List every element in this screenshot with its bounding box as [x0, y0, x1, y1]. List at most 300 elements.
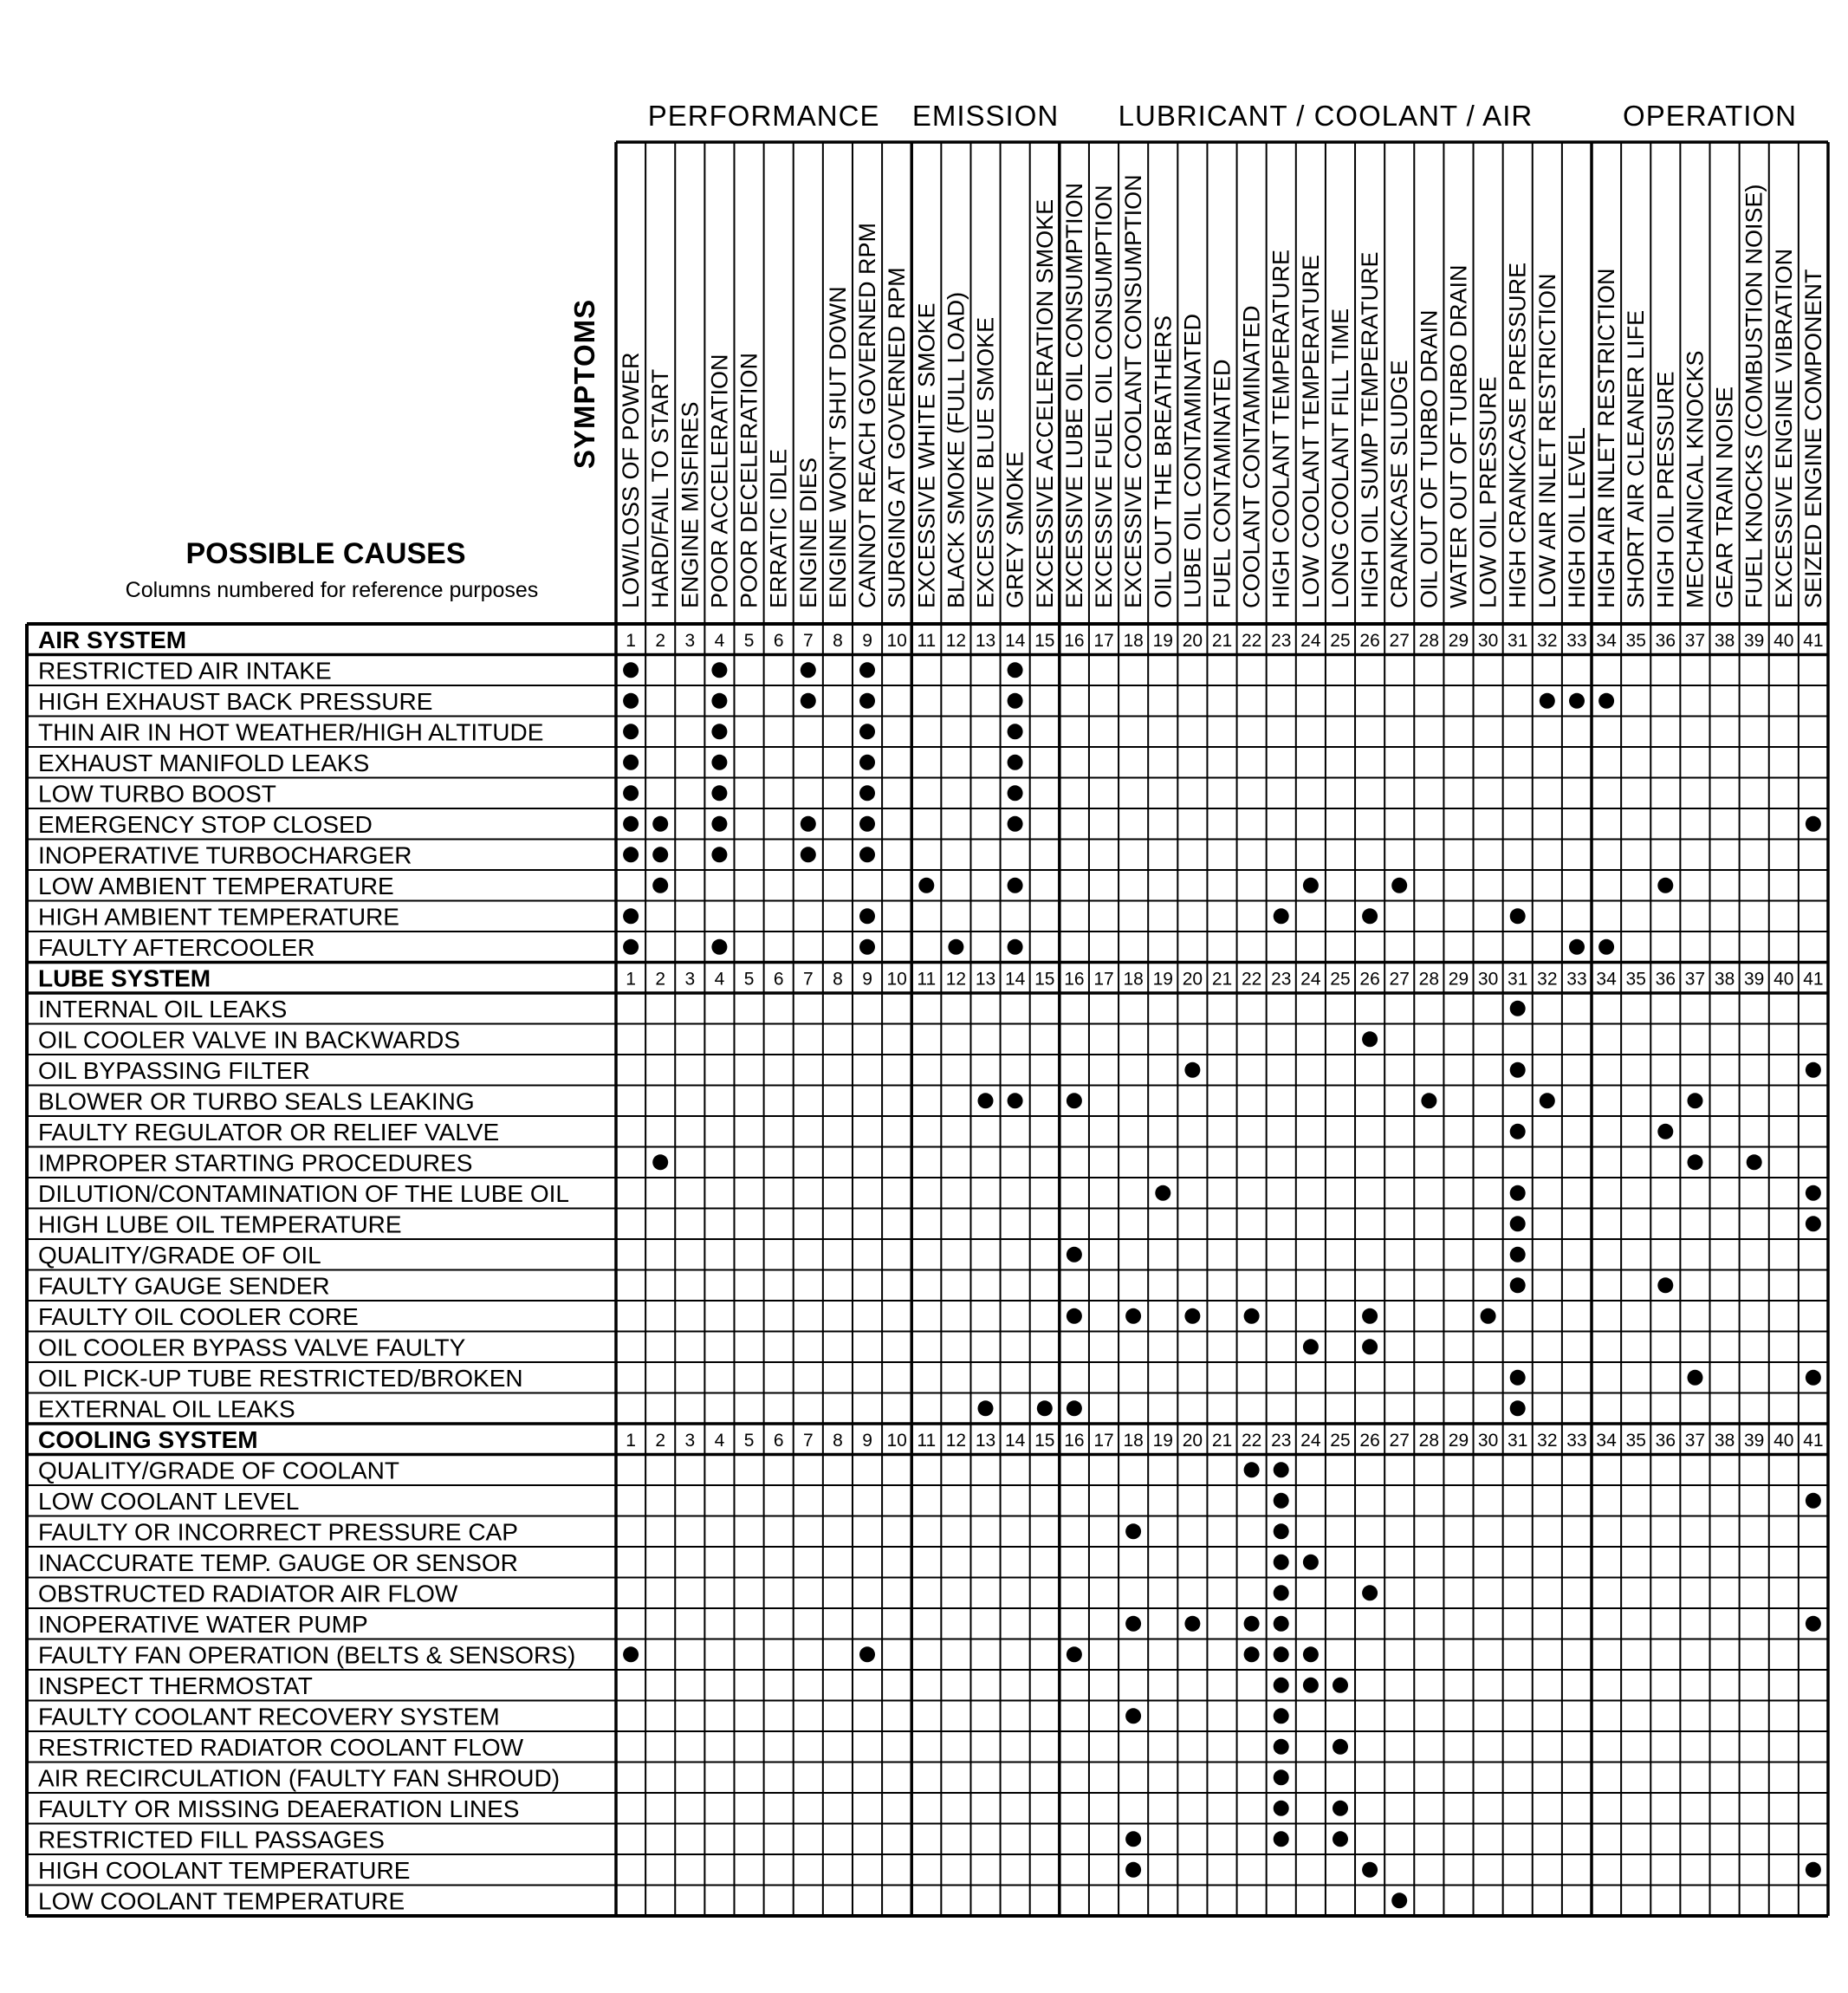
symptom-label: SEIZED ENGINE COMPONENT	[1799, 269, 1826, 608]
column-number: 38	[1714, 630, 1735, 651]
symptom-dot	[1244, 1308, 1260, 1324]
symptom-label: ERRATIC IDLE	[765, 448, 792, 608]
symptom-dot	[1688, 1370, 1703, 1386]
column-number: 8	[833, 969, 843, 990]
page-subtitle: Columns numbered for reference purposes	[125, 578, 539, 602]
symptom-dot	[1333, 1831, 1348, 1847]
cause-label: HIGH LUBE OIL TEMPERATURE	[38, 1211, 402, 1238]
cause-label: INOPERATIVE TURBOCHARGER	[38, 841, 412, 869]
column-number: 11	[917, 630, 937, 651]
column-number: 2	[655, 1430, 666, 1451]
cause-label: RESTRICTED AIR INTAKE	[38, 657, 332, 685]
symptom-dot	[1303, 1646, 1319, 1662]
symptom-dot	[652, 878, 668, 893]
symptom-label: EXCESSIVE COOLANT CONSUMPTION	[1120, 174, 1147, 608]
symptom-dot	[1569, 693, 1585, 709]
column-number: 36	[1655, 630, 1676, 651]
column-number: 17	[1093, 1430, 1114, 1451]
cause-label: LOW TURBO BOOST	[38, 780, 276, 808]
column-number: 35	[1625, 969, 1646, 990]
symptom-dot	[1510, 1400, 1526, 1416]
column-number: 18	[1123, 1430, 1144, 1451]
column-number: 36	[1655, 1430, 1676, 1451]
symptom-dot	[859, 755, 875, 770]
column-number: 6	[773, 969, 784, 990]
cause-label: OIL COOLER BYPASS VALVE FAULTY	[38, 1334, 466, 1361]
column-number: 10	[886, 969, 907, 990]
column-number: 10	[886, 630, 907, 651]
column-number: 2	[655, 630, 666, 651]
symptom-dot	[1569, 939, 1585, 955]
symptom-dot	[859, 785, 875, 801]
cause-label: THIN AIR IN HOT WEATHER/HIGH ALTITUDE	[38, 718, 544, 746]
symptom-dot	[1806, 1216, 1821, 1231]
symptom-dot	[1274, 1801, 1289, 1816]
column-number: 20	[1182, 1430, 1203, 1451]
cause-label: BLOWER OR TURBO SEALS LEAKING	[38, 1087, 475, 1115]
cause-label: IMPROPER STARTING PROCEDURES	[38, 1149, 473, 1177]
cause-label: FAULTY GAUGE SENDER	[38, 1272, 330, 1300]
symptom-dot	[1362, 908, 1378, 924]
cause-label: EMERGENCY STOP CLOSED	[38, 810, 373, 838]
symptom-label: GEAR TRAIN NOISE	[1711, 386, 1738, 608]
symptom-dot	[801, 662, 816, 678]
cause-label: DILUTION/CONTAMINATION OF THE LUBE OIL	[38, 1179, 569, 1207]
symptom-dot	[623, 662, 639, 678]
column-number: 17	[1093, 630, 1114, 651]
column-number: 7	[802, 969, 814, 990]
symptom-label: COOLANT CONTAMINATED	[1238, 305, 1265, 608]
symptom-label: EXCESSIVE WHITE SMOKE	[913, 302, 940, 608]
column-number: 25	[1330, 1430, 1351, 1451]
symptom-label: EXCESSIVE ENGINE VIBRATION	[1770, 248, 1797, 608]
symptom-dot	[1510, 1124, 1526, 1139]
column-number: 23	[1271, 1430, 1292, 1451]
column-number: 27	[1389, 1430, 1410, 1451]
symptom-dot	[623, 847, 639, 862]
symptom-dot	[1125, 1308, 1141, 1324]
symptom-label: MECHANICAL KNOCKS	[1682, 350, 1709, 608]
symptom-dot	[1274, 1769, 1289, 1785]
symptom-dot	[1688, 1093, 1703, 1108]
symptom-dot	[1806, 1370, 1821, 1386]
column-number: 37	[1684, 969, 1706, 990]
symptom-dot	[1806, 1493, 1821, 1509]
symptom-dot	[1333, 1739, 1348, 1755]
symptom-dot	[1037, 1400, 1053, 1416]
symptom-dot	[623, 1646, 639, 1662]
column-number: 41	[1803, 969, 1824, 990]
symptom-dot	[1274, 908, 1289, 924]
column-number: 39	[1744, 969, 1765, 990]
symptom-dot	[1067, 1400, 1082, 1416]
column-number: 13	[975, 1430, 996, 1451]
cause-label: INSPECT THERMOSTAT	[38, 1672, 313, 1699]
column-number: 5	[743, 969, 755, 990]
cause-label: RESTRICTED FILL PASSAGES	[38, 1826, 385, 1853]
column-number: 17	[1093, 969, 1114, 990]
symptom-dot	[1184, 1062, 1200, 1078]
symptom-dot	[1688, 1154, 1703, 1170]
symptom-label: BLACK SMOKE (FULL LOAD)	[943, 291, 969, 608]
column-number: 15	[1034, 1430, 1055, 1451]
symptom-label: EXCESSIVE BLUE SMOKE	[972, 316, 999, 608]
symptom-dot	[1008, 755, 1023, 770]
symptom-dot	[801, 847, 816, 862]
symptom-dot	[978, 1400, 994, 1416]
symptom-dot	[1244, 1616, 1260, 1632]
column-number: 41	[1803, 630, 1824, 651]
symptom-dot	[859, 816, 875, 832]
column-number: 26	[1359, 1430, 1380, 1451]
column-number: 9	[862, 1430, 872, 1451]
column-number: 6	[773, 1430, 784, 1451]
symptom-dot	[918, 878, 934, 893]
symptom-dot	[1747, 1154, 1762, 1170]
column-number: 39	[1744, 1430, 1765, 1451]
symptom-label: POOR DECELERATION	[736, 352, 762, 608]
column-number: 29	[1448, 1430, 1469, 1451]
column-number: 40	[1773, 630, 1794, 651]
column-number: 29	[1448, 630, 1469, 651]
column-number: 29	[1448, 969, 1469, 990]
symptom-dot	[1303, 1678, 1319, 1693]
symptom-dot	[1510, 1001, 1526, 1016]
cause-label: LOW COOLANT TEMPERATURE	[38, 1887, 405, 1915]
column-number: 8	[833, 630, 843, 651]
column-number: 10	[886, 1430, 907, 1451]
symptom-dot	[623, 816, 639, 832]
column-number: 13	[975, 969, 996, 990]
column-number: 3	[684, 1430, 696, 1451]
column-number: 12	[945, 1430, 967, 1451]
column-number: 30	[1477, 1430, 1499, 1451]
symptom-label: HIGH AIR INLET RESTRICTION	[1593, 268, 1620, 608]
symptom-dot	[1657, 878, 1673, 893]
column-number: 18	[1123, 630, 1144, 651]
symptom-dot	[1125, 1616, 1141, 1632]
symptom-dot	[1540, 1093, 1555, 1108]
column-number: 41	[1803, 1430, 1824, 1451]
symptom-dot	[1303, 878, 1319, 893]
section-title: LUBE SYSTEM	[38, 964, 211, 992]
column-number: 40	[1773, 969, 1794, 990]
symptom-dot	[859, 693, 875, 709]
symptom-dot	[859, 662, 875, 678]
column-number: 18	[1123, 969, 1144, 990]
column-number: 5	[743, 630, 755, 651]
symptom-dot	[1067, 1308, 1082, 1324]
column-number: 26	[1359, 969, 1380, 990]
column-number: 7	[802, 630, 814, 651]
column-number: 1	[626, 630, 636, 651]
column-number: 21	[1211, 969, 1233, 990]
symptom-dot	[1362, 1585, 1378, 1600]
cause-label: FAULTY OIL COOLER CORE	[38, 1302, 359, 1330]
symptom-label: OIL OUT THE BREATHERS	[1150, 315, 1177, 608]
column-number: 34	[1596, 969, 1617, 990]
column-number: 12	[945, 969, 967, 990]
symptom-label: EXCESSIVE ACCELERATION SMOKE	[1031, 198, 1058, 608]
symptom-dot	[1510, 1216, 1526, 1231]
column-number: 2	[655, 969, 666, 990]
symptom-dot	[859, 847, 875, 862]
symptom-label: EXCESSIVE FUEL OIL CONSUMPTION	[1091, 185, 1117, 608]
symptom-dot	[1125, 1831, 1141, 1847]
cause-label: LOW COOLANT LEVEL	[38, 1487, 300, 1515]
column-number: 1	[626, 1430, 636, 1451]
symptom-dot	[711, 693, 727, 709]
group-label: PERFORMANCE	[647, 100, 880, 132]
symptom-dot	[1274, 1616, 1289, 1632]
column-number: 37	[1684, 630, 1706, 651]
cause-label: LOW AMBIENT TEMPERATURE	[38, 872, 394, 899]
symptom-dot	[1155, 1185, 1170, 1201]
column-number: 19	[1152, 969, 1173, 990]
symptom-dot	[1421, 1093, 1436, 1108]
column-number: 26	[1359, 630, 1380, 651]
column-number: 15	[1034, 969, 1055, 990]
cause-label: EXHAUST MANIFOLD LEAKS	[38, 749, 370, 776]
cause-label: QUALITY/GRADE OF OIL	[38, 1241, 321, 1269]
symptom-dot	[859, 1646, 875, 1662]
column-number: 28	[1418, 1430, 1440, 1451]
symptom-dot	[1008, 939, 1023, 955]
column-number: 31	[1508, 630, 1528, 651]
symptom-dot	[1362, 1339, 1378, 1354]
symptom-dot	[859, 939, 875, 955]
cause-label: FAULTY OR MISSING DEAERATION LINES	[38, 1795, 520, 1822]
symptom-dot	[1067, 1093, 1082, 1108]
column-number: 22	[1241, 630, 1262, 651]
symptom-label: WATER OUT OF TURBO DRAIN	[1445, 264, 1472, 608]
column-number: 40	[1773, 1430, 1794, 1451]
symptom-label: ENGINE WON'T SHUT DOWN	[824, 286, 851, 608]
column-number: 33	[1566, 1430, 1587, 1451]
column-number: 3	[684, 630, 696, 651]
symptom-dot	[652, 1154, 668, 1170]
symptom-dot	[1008, 1093, 1023, 1108]
column-number: 35	[1625, 1430, 1646, 1451]
column-number: 27	[1389, 969, 1410, 990]
column-number: 25	[1330, 630, 1351, 651]
symptom-dot	[1510, 1370, 1526, 1386]
symptom-dot	[1274, 1493, 1289, 1509]
column-number: 37	[1684, 1430, 1706, 1451]
symptom-dot	[1391, 878, 1407, 893]
symptom-dot	[623, 755, 639, 770]
symptom-dot	[1008, 724, 1023, 739]
symptom-dot	[711, 816, 727, 832]
symptom-dot	[1362, 1862, 1378, 1878]
symptom-dot	[623, 939, 639, 955]
cause-label: OIL BYPASSING FILTER	[38, 1056, 310, 1084]
column-number: 31	[1508, 1430, 1528, 1451]
column-number: 20	[1182, 630, 1203, 651]
column-number: 12	[945, 630, 967, 651]
column-number: 4	[714, 969, 725, 990]
cause-label: FAULTY AFTERCOOLER	[38, 933, 315, 961]
column-number: 14	[1004, 1430, 1026, 1451]
symptom-dot	[1274, 1585, 1289, 1600]
cause-label: OIL COOLER VALVE IN BACKWARDS	[38, 1026, 461, 1054]
column-number: 36	[1655, 969, 1676, 990]
symptom-dot	[1510, 1185, 1526, 1201]
symptom-dot	[1008, 693, 1023, 709]
column-number: 3	[684, 969, 696, 990]
symptom-label: CANNOT REACH GOVERNED RPM	[854, 222, 880, 608]
symptom-dot	[978, 1093, 994, 1108]
cause-label: OBSTRUCTED RADIATOR AIR FLOW	[38, 1580, 458, 1607]
column-number: 22	[1241, 969, 1262, 990]
cause-label: FAULTY OR INCORRECT PRESSURE CAP	[38, 1518, 518, 1546]
symptom-dot	[1067, 1646, 1082, 1662]
column-number: 32	[1537, 630, 1558, 651]
cause-label: AIR RECIRCULATION (FAULTY FAN SHROUD)	[38, 1764, 561, 1792]
symptom-dot	[711, 662, 727, 678]
symptom-dot	[1333, 1678, 1348, 1693]
column-number: 16	[1064, 630, 1085, 651]
symptom-label: CRANKCASE SLUDGE	[1386, 360, 1413, 608]
column-number: 24	[1300, 1430, 1321, 1451]
symptom-dot	[1303, 1555, 1319, 1570]
symptoms-label: SYMPTOMS	[568, 298, 600, 470]
column-number: 19	[1152, 1430, 1173, 1451]
symptom-dot	[1303, 1339, 1319, 1354]
column-number: 32	[1537, 1430, 1558, 1451]
column-number: 20	[1182, 969, 1203, 990]
column-number: 4	[714, 1430, 725, 1451]
symptom-label: HIGH OIL PRESSURE	[1652, 371, 1679, 608]
column-number: 39	[1744, 630, 1765, 651]
column-number: 21	[1211, 630, 1233, 651]
column-number: 35	[1625, 630, 1646, 651]
symptom-label: SHORT AIR CLEANER LIFE	[1623, 309, 1650, 608]
symptom-dot	[1657, 1124, 1673, 1139]
column-number: 38	[1714, 1430, 1735, 1451]
symptom-dot	[1125, 1523, 1141, 1539]
group-label: LUBRICANT / COOLANT / AIR	[1118, 100, 1534, 132]
column-number: 34	[1596, 1430, 1617, 1451]
column-number: 33	[1566, 969, 1587, 990]
symptom-dot	[1008, 785, 1023, 801]
column-number: 24	[1300, 630, 1321, 651]
column-number: 7	[802, 1430, 814, 1451]
column-number: 1	[626, 969, 636, 990]
column-number: 23	[1271, 969, 1292, 990]
column-number: 15	[1034, 630, 1055, 651]
column-number: 19	[1152, 630, 1173, 651]
symptom-dot	[1067, 1247, 1082, 1263]
group-label: EMISSION	[911, 100, 1060, 132]
symptom-label: LUBE OIL CONTAMINATED	[1179, 313, 1206, 608]
cause-label: HIGH EXHAUST BACK PRESSURE	[38, 687, 433, 715]
symptom-dot	[1510, 1247, 1526, 1263]
symptom-dot	[1184, 1308, 1200, 1324]
column-number: 31	[1508, 969, 1528, 990]
symptom-dot	[1806, 1185, 1821, 1201]
symptom-dot	[652, 847, 668, 862]
cause-label: INACCURATE TEMP. GAUGE OR SENSOR	[38, 1548, 518, 1576]
symptom-dot	[1362, 1308, 1378, 1324]
symptom-dot	[859, 724, 875, 739]
symptom-dot	[1008, 878, 1023, 893]
symptom-label: HARD/FAIL TO START	[647, 368, 674, 608]
symptom-dot	[623, 693, 639, 709]
symptom-dot	[623, 724, 639, 739]
symptom-dot	[1510, 1277, 1526, 1293]
symptom-label: LOW/LOSS OF POWER	[618, 352, 645, 608]
column-number: 11	[917, 969, 937, 990]
column-number: 9	[862, 630, 872, 651]
symptom-dot	[1333, 1801, 1348, 1816]
column-number: 38	[1714, 969, 1735, 990]
symptom-label: EXCESSIVE LUBE OIL CONSUMPTION	[1060, 182, 1087, 608]
column-number: 14	[1004, 630, 1026, 651]
symptom-dot	[1598, 939, 1614, 955]
column-number: 32	[1537, 969, 1558, 990]
symptom-dot	[1806, 1862, 1821, 1878]
symptom-dot	[1244, 1462, 1260, 1477]
column-number: 16	[1064, 1430, 1085, 1451]
symptom-dot	[711, 724, 727, 739]
symptom-dot	[623, 785, 639, 801]
symptom-label: ENGINE DIES	[794, 457, 821, 608]
column-number: 5	[743, 1430, 755, 1451]
cause-label: INOPERATIVE WATER PUMP	[38, 1610, 368, 1638]
column-number: 24	[1300, 969, 1321, 990]
symptom-label: SURGING AT GOVERNED RPM	[884, 267, 911, 608]
symptom-dot	[1274, 1739, 1289, 1755]
symptom-dot	[801, 816, 816, 832]
cause-label: EXTERNAL OIL LEAKS	[38, 1395, 295, 1423]
symptom-dot	[1274, 1555, 1289, 1570]
column-number: 8	[833, 1430, 843, 1451]
symptom-dot	[711, 755, 727, 770]
section-title: COOLING SYSTEM	[38, 1425, 258, 1453]
symptom-label: ENGINE MISFIRES	[677, 401, 704, 608]
symptom-dot	[1274, 1523, 1289, 1539]
symptom-label: HIGH OIL SUMP TEMPERATURE	[1357, 251, 1384, 608]
symptom-dot	[1008, 662, 1023, 678]
column-number: 13	[975, 630, 996, 651]
column-number: 28	[1418, 969, 1440, 990]
column-number: 25	[1330, 969, 1351, 990]
column-number: 11	[917, 1430, 937, 1451]
symptom-dot	[1184, 1616, 1200, 1632]
symptom-dot	[711, 847, 727, 862]
symptom-dot	[1510, 908, 1526, 924]
symptom-label: GREY SMOKE	[1002, 451, 1028, 608]
symptom-dot	[1510, 1062, 1526, 1078]
symptom-label: FUEL KNOCKS (COMBUSTION NOISE)	[1741, 184, 1767, 608]
symptom-dot	[1274, 1831, 1289, 1847]
symptom-label: HIGH OIL LEVEL	[1564, 426, 1590, 608]
symptom-dot	[1481, 1308, 1496, 1324]
symptom-dot	[801, 693, 816, 709]
column-number: 16	[1064, 969, 1085, 990]
symptom-dot	[859, 908, 875, 924]
column-number: 14	[1004, 969, 1026, 990]
column-number: 27	[1389, 630, 1410, 651]
symptom-dot	[652, 816, 668, 832]
symptom-dot	[1244, 1646, 1260, 1662]
symptom-dot	[1806, 816, 1821, 832]
symptom-dot	[623, 908, 639, 924]
cause-label: FAULTY COOLANT RECOVERY SYSTEM	[38, 1703, 500, 1730]
cause-label: HIGH COOLANT TEMPERATURE	[38, 1856, 411, 1884]
symptom-dot	[1362, 1031, 1378, 1047]
